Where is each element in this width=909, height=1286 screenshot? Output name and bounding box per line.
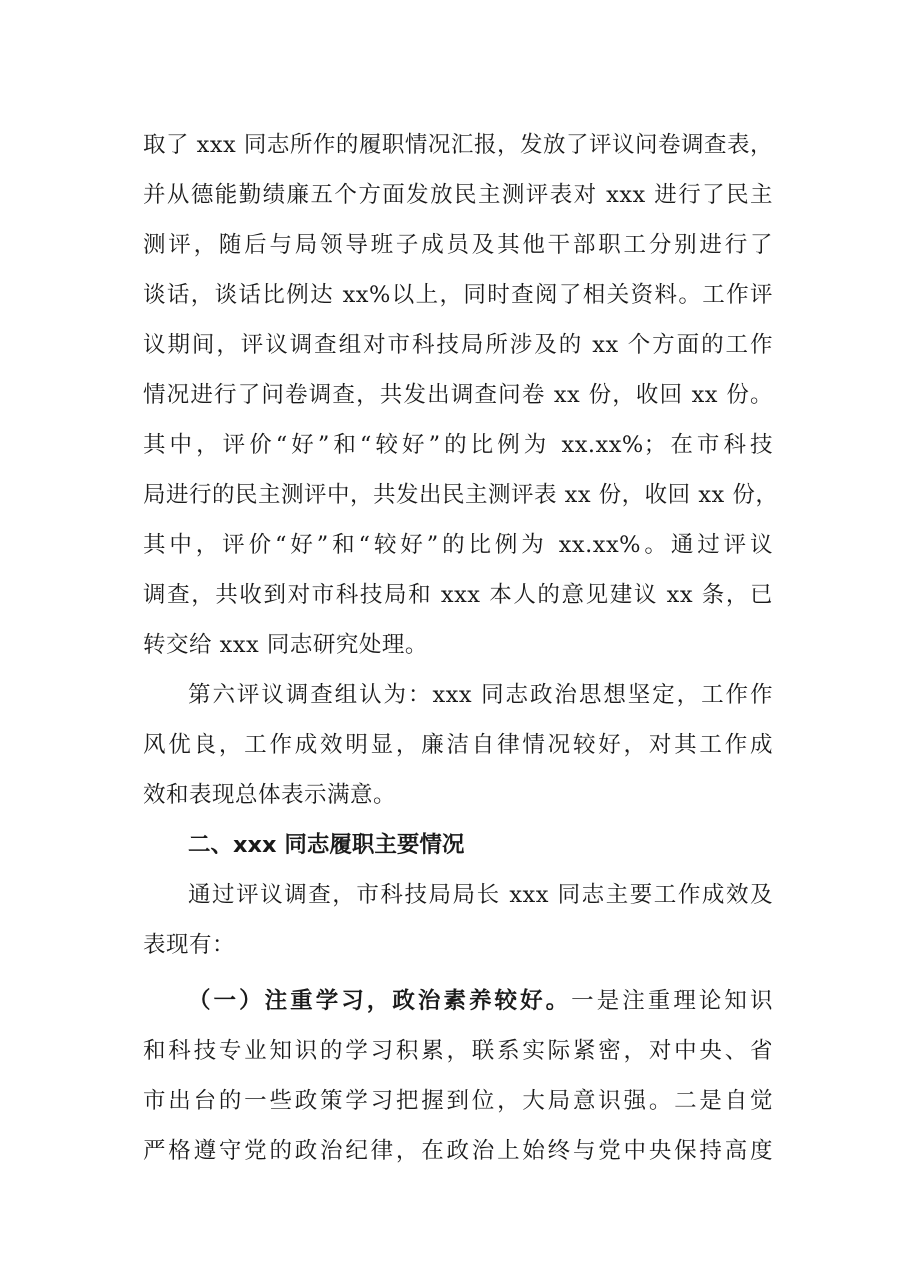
paragraph-3-line: 表现有： <box>143 932 236 958</box>
paragraph-1-line: 情况进行了问卷调查，共发出调查问卷 xx 份，收回 xx 份。 <box>143 382 773 408</box>
paragraph-2-line: 风优良，工作成效明显，廉洁自律情况较好，对其工作成 <box>143 732 773 758</box>
paragraph-4-line: 市出台的一些政策学习把握到位，大局意识强。二是自觉 <box>143 1088 773 1114</box>
paragraph-4-line: 和科技专业知识的学习积累，联系实际紧密，对中央、省 <box>143 1038 773 1064</box>
paragraph-1-line: 调查，共收到对市科技局和 xxx 本人的意见建议 xx 条，已 <box>143 582 773 608</box>
paragraph-1-line: 谈话，谈话比例达 xx%以上，同时查阅了相关资料。工作评 <box>143 282 773 308</box>
paragraph-1-line: 测评，随后与局领导班子成员及其他干部职工分别进行了 <box>143 232 773 258</box>
paragraph-1-line: 其中，评价“好”和“较好”的比例为 xx.xx%。通过评议 <box>143 532 773 558</box>
paragraph-1-line: 并从德能勤绩廉五个方面发放民主测评表对 xxx 进行了民主 <box>143 182 773 208</box>
paragraph-1-line: 转交给 xxx 同志研究处理。 <box>143 632 428 658</box>
paragraph-1-line: 局进行的民主测评中，共发出民主测评表 xx 份，收回 xx 份， <box>143 482 779 508</box>
paragraph-2-line: 第六评议调查组认为：xxx 同志政治思想坚定，工作作 <box>188 682 773 708</box>
paragraph-4-line: 严格遵守党的政治纪律，在政治上始终与党中央保持高度 <box>143 1138 773 1164</box>
paragraph-2-line: 效和表现总体表示满意。 <box>143 782 397 808</box>
paragraph-3-line: 通过评议调查，市科技局局长 xxx 同志主要工作成效及 <box>188 882 773 908</box>
paragraph-1-line: 取了 xxx 同志所作的履职情况汇报，发放了评议问卷调查表， <box>143 132 773 158</box>
paragraph-4-first-line-text: 一是注重理论知识 <box>571 988 773 1014</box>
paragraph-4-first-line <box>188 984 773 1018</box>
paragraph-1-line: 其中，评价“好”和“较好”的比例为 xx.xx%；在市科技 <box>143 432 773 458</box>
paragraph-4-lead-heading: （一）注重学习，政治素养较好。 <box>188 988 572 1014</box>
section-heading: 二、xxx 同志履职主要情况 <box>188 832 465 858</box>
paragraph-1-line: 议期间，评议调查组对市科技局所涉及的 xx 个方面的工作 <box>143 332 773 358</box>
